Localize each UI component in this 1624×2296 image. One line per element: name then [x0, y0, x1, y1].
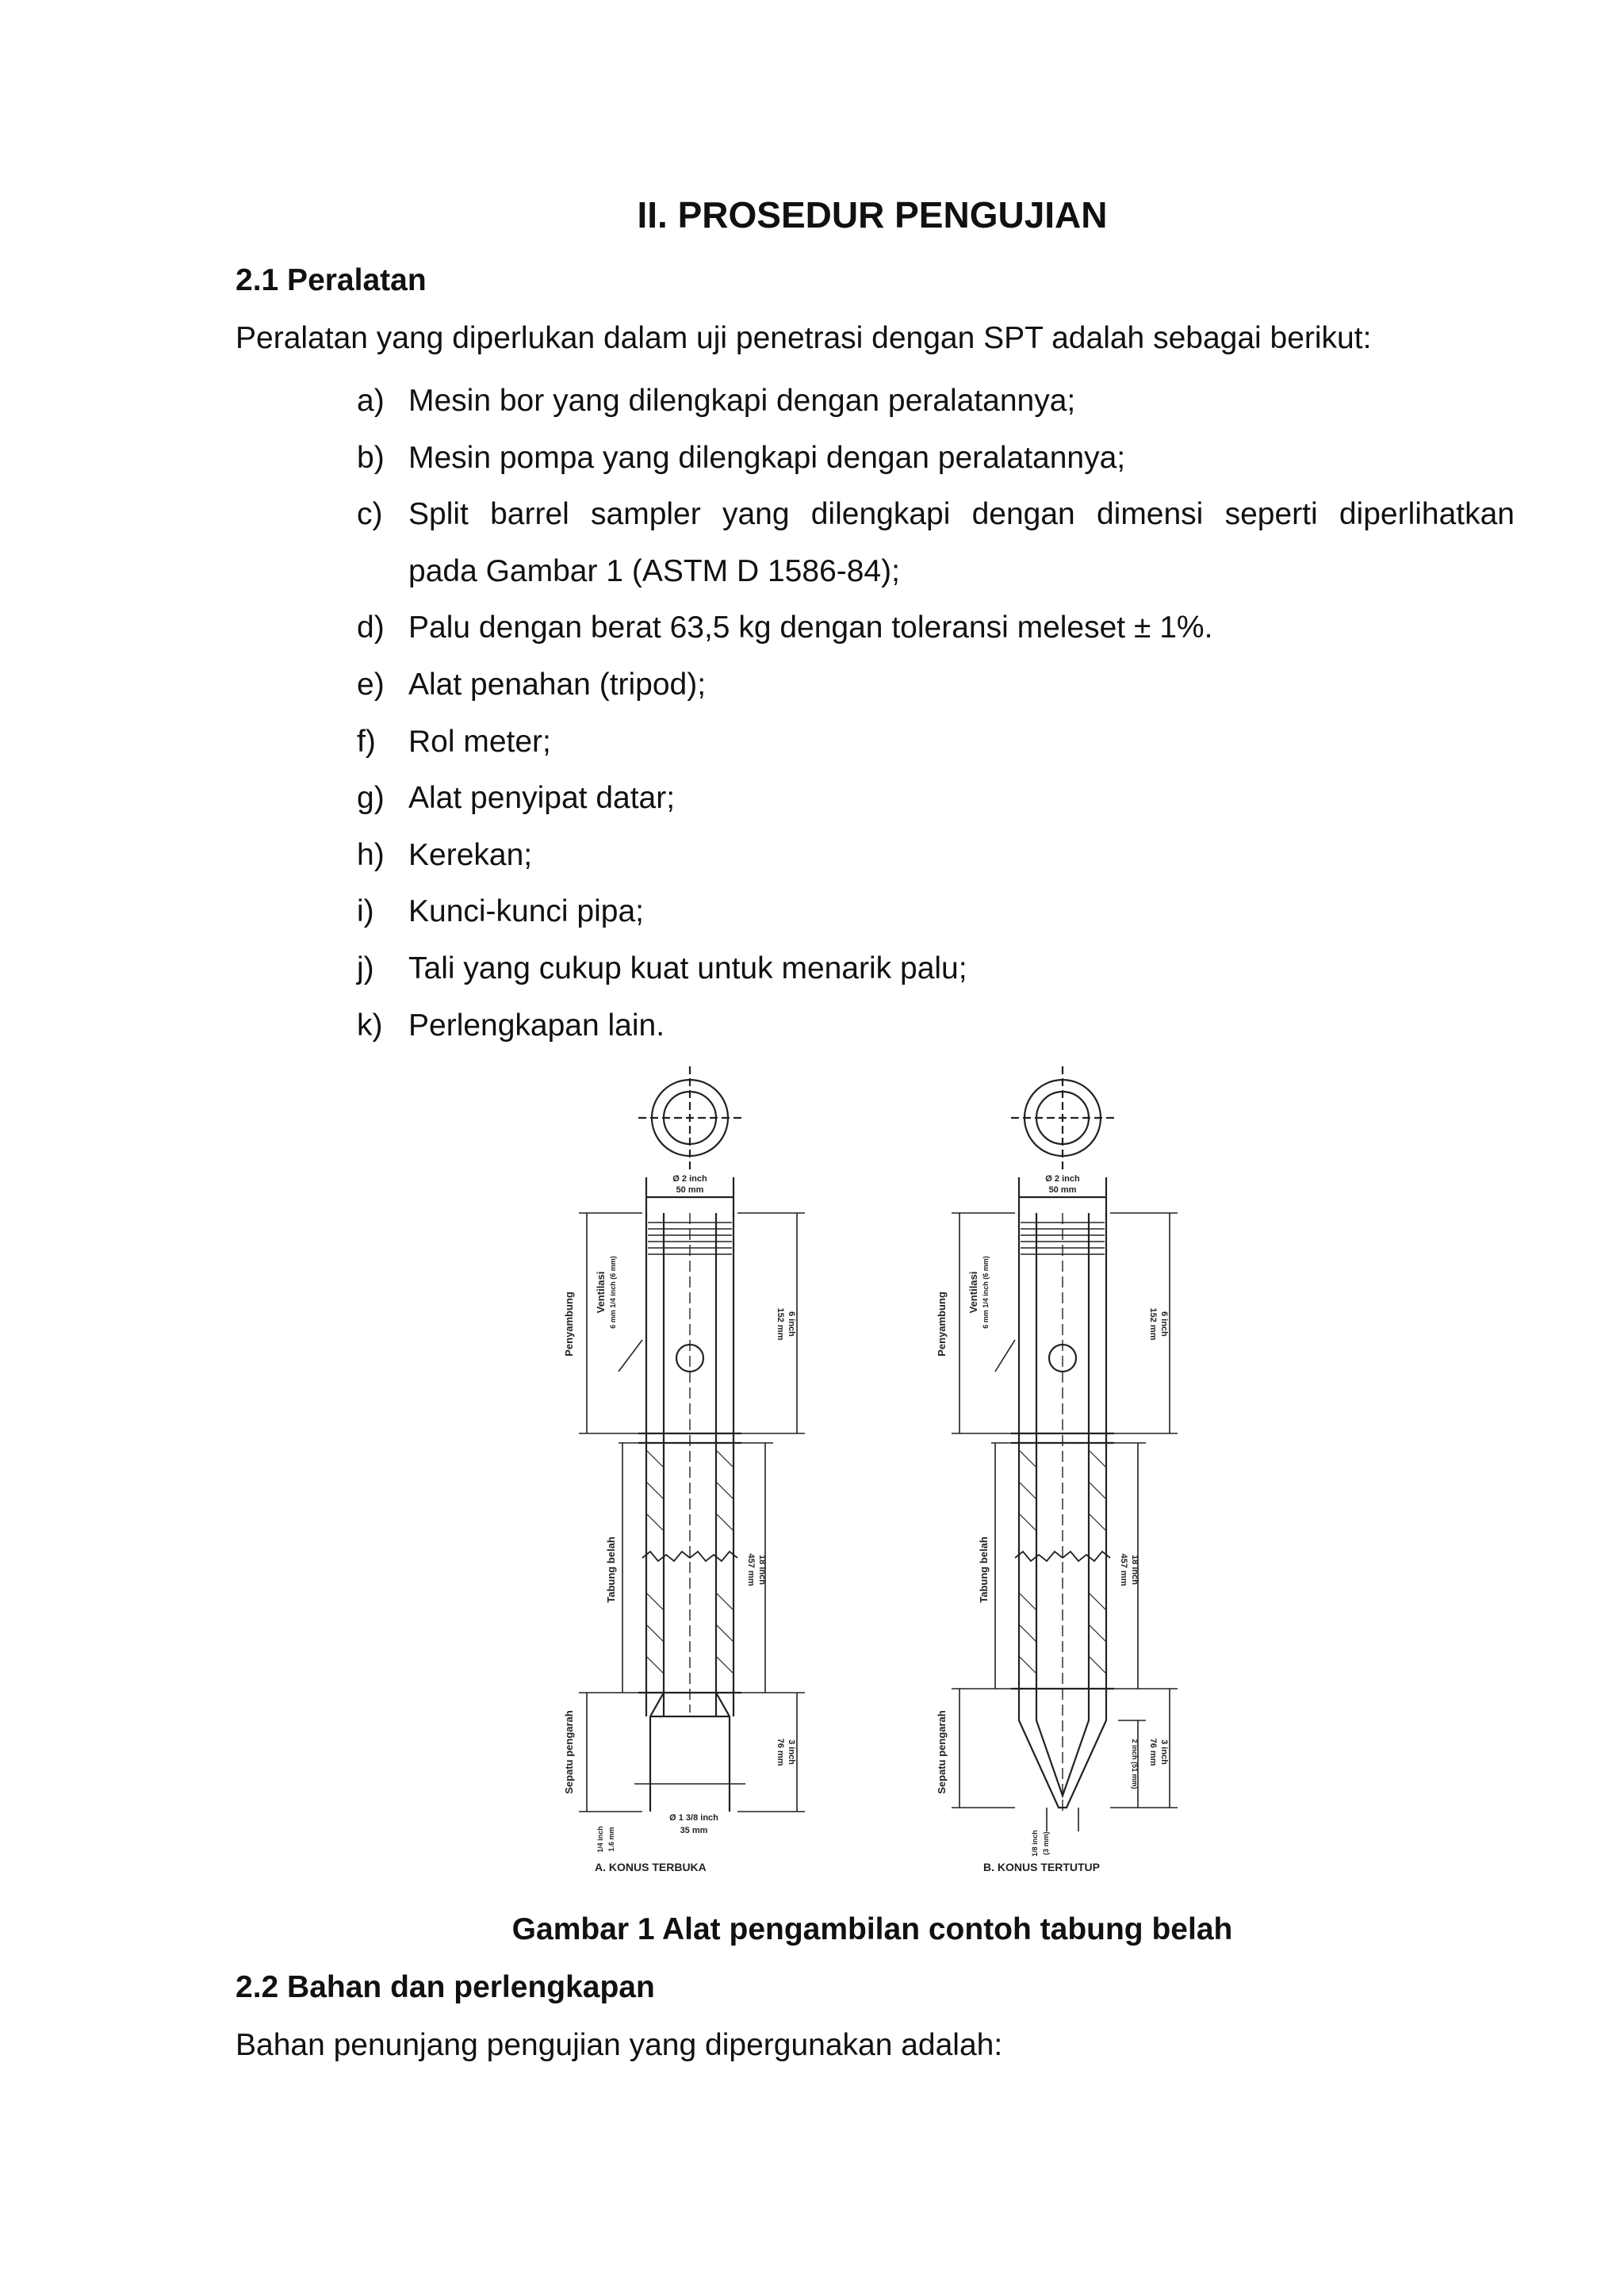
cross-section-icon	[1011, 1066, 1114, 1169]
figure-label: Sepatu pengarah	[936, 1710, 948, 1794]
list-marker: j)	[357, 951, 374, 985]
list-item-text: Palu dengan berat 63,5 kg dengan toleransi meleset ± 1%.	[408, 610, 1213, 645]
cross-section-icon	[638, 1066, 741, 1169]
split-barrel-sampler-figure	[555, 1054, 1205, 1879]
list-item	[357, 997, 1515, 1054]
list-item	[357, 714, 1515, 771]
figure-label: 18 inch	[1130, 1555, 1139, 1585]
list-item	[357, 883, 1515, 940]
figure-label: 3 inch	[787, 1739, 796, 1765]
figure-label-konus-terbuka: A. KONUS TERBUKA	[595, 1861, 707, 1873]
figure-label: 18 inch	[757, 1555, 767, 1585]
figure-label: 152 mm	[1148, 1307, 1158, 1341]
figure-label: 6 inch	[787, 1311, 796, 1337]
figure-label: 50 mm	[1048, 1185, 1077, 1195]
figure-label: 50 mm	[676, 1185, 704, 1195]
figure-label: Ventilasi	[595, 1271, 607, 1314]
figure-label: Ø 2 inch	[1045, 1174, 1080, 1184]
list-item-text: Mesin pompa yang dilengkapi dengan peralatannya;	[408, 440, 1126, 475]
figure-label: (3 mm)	[1042, 1831, 1050, 1855]
figure-label: 457 mm	[1119, 1553, 1128, 1586]
figure-label: 1/8 inch	[1031, 1830, 1039, 1857]
list-item-text: Rol meter;	[408, 724, 551, 759]
figure-label: Tabung belah	[605, 1536, 617, 1603]
list-item	[357, 827, 1515, 884]
figure-label: Ø 2 inch	[672, 1174, 707, 1184]
figure-label: Ventilasi	[967, 1271, 979, 1314]
list-item-text: Split barrel sampler yang dilengkapi dengan dimensi seperti diperlihatkan	[408, 497, 1515, 532]
list-item	[357, 373, 1515, 430]
list-item-text: Alat penyipat datar;	[408, 781, 676, 816]
figure-label: Tabung belah	[978, 1536, 990, 1603]
list-item-text: pada Gambar 1 (ASTM D 1586-84);	[408, 553, 900, 588]
figure-label: 2 inch (51 mm)	[1131, 1739, 1139, 1789]
list-marker: b)	[357, 440, 385, 475]
list-item-text: Mesin bor yang dilengkapi dengan peralatannya;	[408, 384, 1076, 418]
figure-label: 35 mm	[680, 1826, 708, 1835]
list-item	[357, 656, 1515, 714]
list-item	[357, 599, 1515, 656]
figure-caption: Gambar 1 Alat pengambilan contoh tabung belah	[511, 1912, 1233, 1946]
figure-label: 6 inch	[1159, 1311, 1169, 1337]
list-marker: g)	[357, 781, 385, 816]
list-marker: i)	[357, 894, 374, 929]
figure-label: 6 mm 1/4 inch (6 mm)	[982, 1256, 990, 1329]
figure-label: 457 mm	[746, 1553, 756, 1586]
list-item	[357, 940, 1515, 997]
list-marker: d)	[357, 610, 385, 645]
section-heading-bahan: 2.2 Bahan dan perlengkapan	[236, 1970, 655, 2004]
section-heading-peralatan: 2.1 Peralatan	[236, 263, 427, 297]
list-marker: e)	[357, 667, 385, 702]
list-marker: k)	[357, 1008, 383, 1043]
figure-label: 1.6 mm	[607, 1827, 615, 1852]
list-item	[357, 430, 1515, 487]
figure-label: Penyambung	[563, 1292, 575, 1357]
figure-label: 6 mm 1/4 inch (6 mm)	[609, 1256, 617, 1329]
list-item-continuation	[357, 543, 1515, 600]
list-marker: f)	[357, 724, 376, 759]
figure-label: 1/4 inch	[596, 1826, 604, 1853]
figure-label: 76 mm	[776, 1738, 785, 1766]
list-marker: h)	[357, 837, 385, 872]
figure-label: Sepatu pengarah	[563, 1710, 575, 1794]
figure-label: Ø 1 3/8 inch	[669, 1813, 718, 1823]
list-item-text: Kerekan;	[408, 837, 533, 872]
list-item-text: Kunci-kunci pipa;	[408, 894, 644, 929]
figure-label: 3 inch	[1159, 1739, 1169, 1765]
intro-paragraph-bahan: Bahan penunjang pengujian yang dipergunakan adalah:	[236, 2028, 1003, 2062]
figure-label: 152 mm	[776, 1307, 785, 1341]
figure-label-konus-tertutup: B. KONUS TERTUTUP	[983, 1861, 1100, 1873]
list-marker: a)	[357, 384, 385, 418]
equipment-list	[357, 373, 1515, 1054]
figure-label: 76 mm	[1148, 1738, 1158, 1766]
list-item-text: Tali yang cukup kuat untuk menarik palu;	[408, 951, 967, 985]
page-title: II. PROSEDUR PENGUJIAN	[637, 194, 1108, 235]
list-item-text: Alat penahan (tripod);	[408, 667, 707, 702]
list-marker: c)	[357, 497, 383, 532]
list-item	[357, 486, 1515, 543]
list-item-text: Perlengkapan lain.	[408, 1008, 665, 1043]
list-item	[357, 770, 1515, 827]
figure-label: Penyambung	[936, 1292, 948, 1357]
intro-paragraph-peralatan: Peralatan yang diperlukan dalam uji penetrasi dengan SPT adalah sebagai berikut:	[236, 321, 1372, 355]
